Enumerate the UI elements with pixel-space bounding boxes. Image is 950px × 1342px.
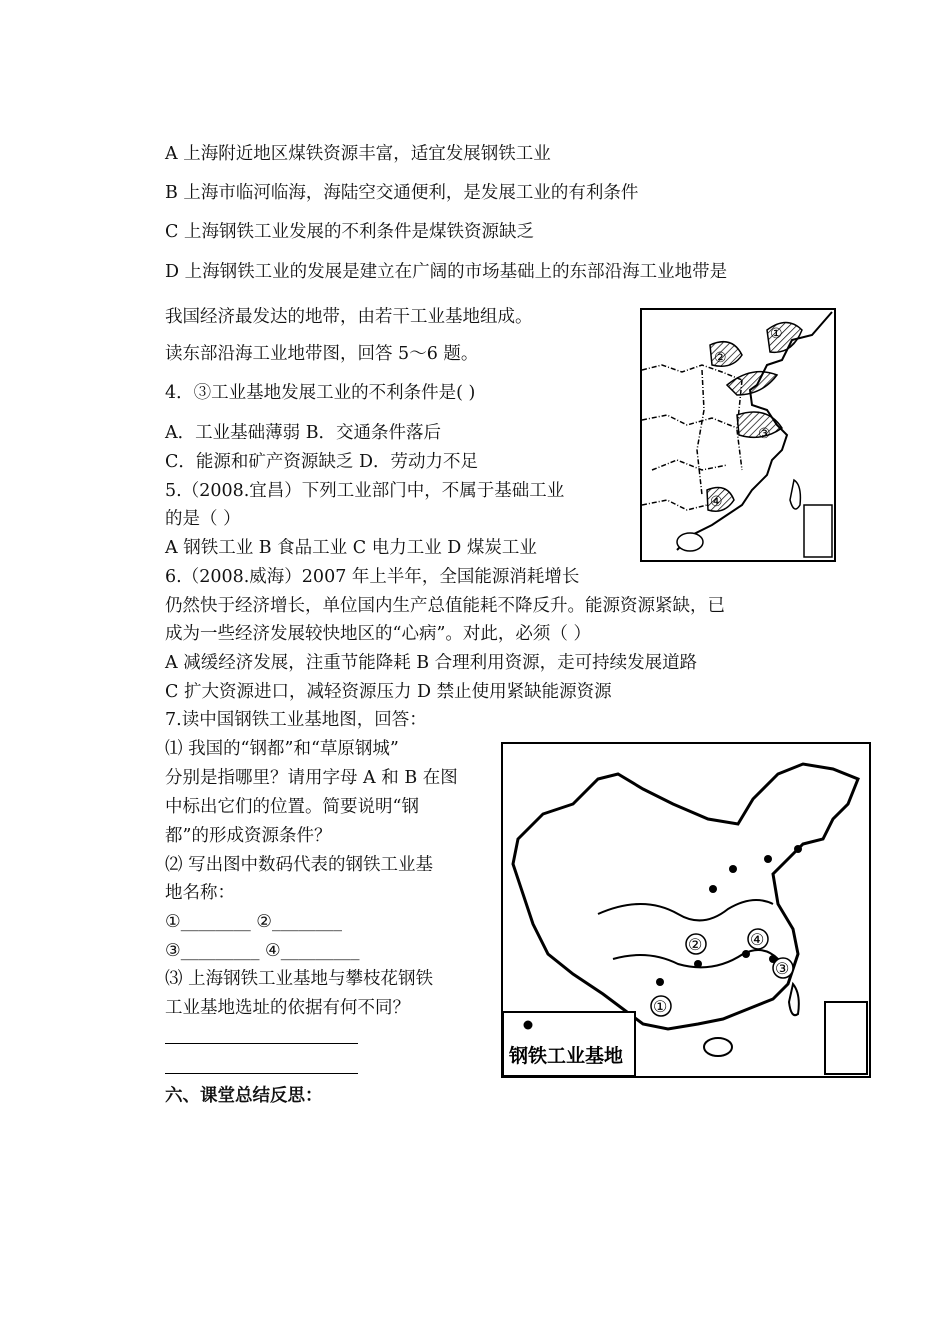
base-3-label: ③ (775, 959, 790, 978)
coastal-industrial-belt-map (640, 308, 836, 562)
option-a: A 上海附近地区煤铁资源丰富，适宜发展钢铁工业 (165, 144, 551, 164)
question-5-cont: 的是（ ） (165, 509, 241, 529)
question-6-cont1: 仍然快于经济增长，单位国内生产总值能耗不降反升。能源资源紧缺，已 (165, 596, 725, 616)
q6-options-cd: C 扩大资源进口，减轻资源压力 D 禁止使用紧缺能源资源 (165, 682, 612, 702)
steel-base-dot (729, 865, 737, 873)
steel-base-dot (764, 855, 772, 863)
question-5: 5.（2008.宜昌）下列工业部门中，不属于基础工业 (165, 481, 565, 501)
taiwan-island (790, 480, 800, 509)
q7-part3-cont: 工业基地选址的依据有何不同？ (165, 998, 410, 1018)
q7-part3: ⑶ 上海钢铁工业基地与攀枝花钢铁 (165, 969, 434, 989)
label-4: ④ (710, 494, 723, 510)
option-b: B 上海市临河临海，海陆空交通便利，是发展工业的有利条件 (165, 183, 639, 203)
base-1-label: ① (653, 997, 668, 1016)
hainan-island (704, 1038, 732, 1056)
question-6: 6.（2008.威海）2007 年上半年，全国能源消耗增长 (165, 567, 580, 587)
label-2: ② (714, 350, 727, 366)
question-7: 7.读中国钢铁工业基地图，回答： (165, 710, 427, 730)
q4-options-ab: A．工业基础薄弱 B．交通条件落后 (165, 423, 442, 443)
q7-part1-cont3: 都”的形成资源条件？ (165, 826, 332, 846)
coastal-map-svg (642, 310, 834, 560)
q6-options-ab: A 减缓经济发展，注重节能降耗 B 合理利用资源，走可持续发展道路 (165, 653, 698, 673)
taiwan-island (789, 984, 799, 1015)
q7-part2-cont: 地名称： (165, 883, 235, 903)
q7-part1: ⑴ 我国的“钢都”和“草原钢城” (165, 739, 399, 759)
inland-border (642, 365, 742, 510)
steel-map-svg (503, 744, 869, 1076)
section-6-heading: 六、课堂总结反思： (165, 1086, 323, 1106)
base-4-label: ④ (750, 930, 765, 949)
south-sea-inset (825, 1002, 867, 1074)
q7-blanks-34[interactable]: ③_________ ④_________ (165, 941, 360, 961)
answer-line[interactable] (165, 1043, 358, 1044)
answer-line[interactable] (165, 1073, 358, 1074)
q7-blanks-12[interactable]: ①________ ②________ (165, 912, 342, 932)
option-d: D 上海钢铁工业的发展是建立在广阔的市场基础上的东部沿海工业地带是 (165, 262, 728, 282)
q7-part2: ⑵ 写出图中数码代表的钢铁工业基 (165, 855, 434, 875)
steel-base-dot (656, 978, 664, 986)
question-6-cont2: 成为一些经济发展较快地区的“心病”。对此，必须（ ） (165, 624, 591, 644)
legend-label: 钢铁工业基地 (509, 1045, 624, 1067)
hainan-island (677, 533, 703, 551)
shandong-peninsula (727, 372, 777, 395)
base-2-label: ② (688, 935, 703, 954)
q5-options: A 钢铁工业 B 食品工业 C 电力工业 D 煤炭工业 (165, 538, 537, 558)
q7-part1-cont1: 分别是指哪里？请用字母 A 和 B 在图 (165, 768, 458, 788)
q7-part1-cont2: 中标出它们的位置。简要说明“钢 (165, 797, 419, 817)
south-sea-inset (804, 505, 832, 557)
question-4: 4．③工业基地发展工业的不利条件是( ) (165, 383, 476, 403)
instruction: 读东部沿海工业地带图，回答 5～6 题。 (165, 344, 479, 364)
label-3: ③ (758, 426, 771, 442)
legend-dot (524, 1021, 533, 1030)
steel-base-dot (709, 885, 717, 893)
paragraph-line: 我国经济最发达的地带，由若干工业基地组成。 (165, 307, 533, 327)
china-outline (513, 764, 858, 1029)
q4-options-cd: C．能源和矿产资源缺乏 D．劳动力不足 (165, 452, 478, 472)
label-1: ① (770, 326, 783, 342)
steel-base-dot (794, 845, 802, 853)
steel-base-dot (694, 960, 702, 968)
steel-base-dot (742, 950, 750, 958)
steel-base-map (501, 742, 871, 1078)
option-c: C 上海钢铁工业发展的不利条件是煤铁资源缺乏 (165, 222, 534, 242)
